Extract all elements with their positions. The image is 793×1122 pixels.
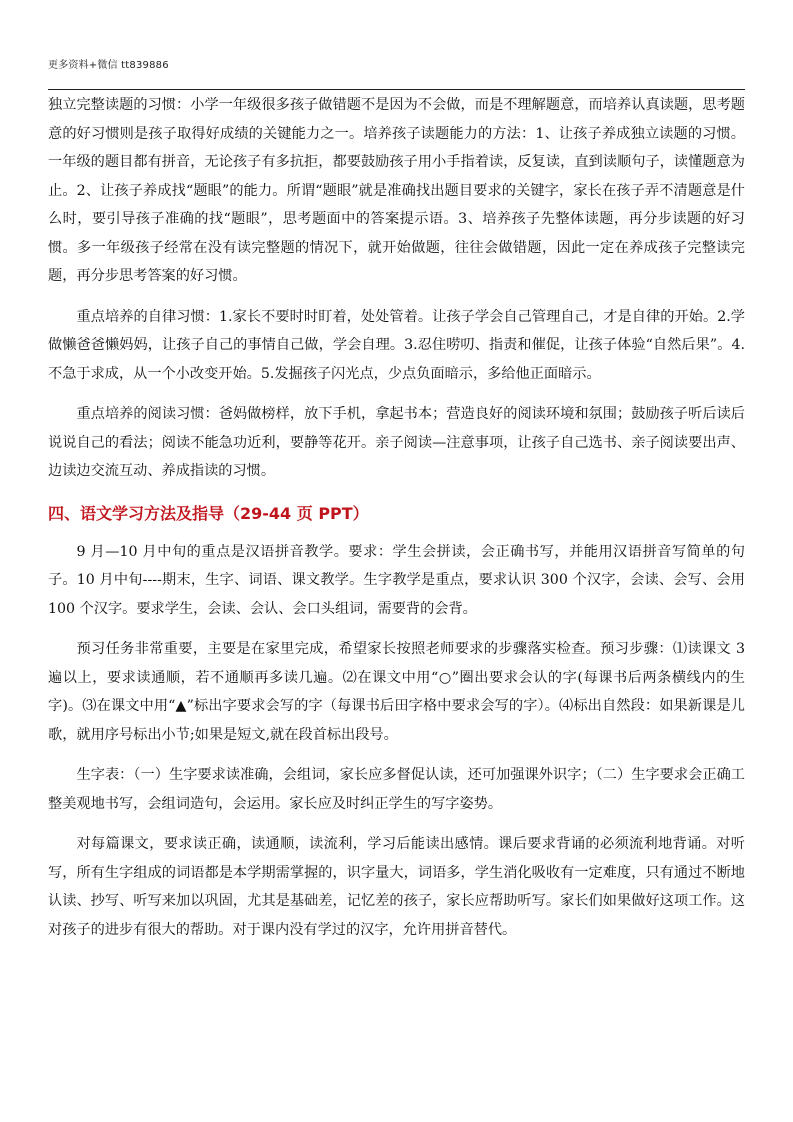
paragraph-character-table: 生字表：（一）生字要求读准确，会组词，家长应多督促认读，还可加强课外识字；（二）生字要求会正确工整美观地书写，会组词造句，会运用。家长应及时纠正学生的写字姿势。 — [48, 767, 745, 812]
paragraph-reading-habit: 独立完整读题的习惯：小学一年级很多孩子做错题不是因为不会做，而是不理解题意，而培养认真读题，思考题意的好习惯则是孩子取得好成绩的关键能力之一。培养孩子读题能力的方法：1、让孩子养成独立读题的习惯。一年级的题目都有拼音，无论孩子有多抗拒，都要鼓励孩子用小手指着读，反复读，直到读顺句子，读懂题意为止。2、让孩子养成找“题眼”的能力。所谓“题眼”就是准确找出题目要求的关键字，家长在孩子弄不清题意是什么时，要引导孩子准确的找“题眼”，思考题面中的答案提示语。3、培养孩子先整体读题，再分步读题的好习惯。多一年级孩子经常在没有读完整题的情况下，就开始做题，往往会做错题，因此一定在养成孩子完整读完题，再分步思考答案的好习惯。 — [48, 97, 745, 284]
paragraph-reading-culture-habit: 重点培养的阅读习惯：爸妈做榜样，放下手机，拿起书本；营造良好的阅读环境和氛围；鼓励孩子听后读后说说自己的看法；阅读不能急功近利，要静等花开。亲子阅读—注意事项，让孩子自己选书、亲子阅读要出声、边读边交流互动、养成指读的习惯。 — [48, 406, 745, 479]
document-body — [48, 91, 745, 944]
page-header-text: 更多资料+微信 tt839886 — [48, 60, 169, 71]
paragraph-self-discipline-habit: 重点培养的自律习惯：1.家长不要时时盯着，处处管着。让孩子学会自己管理自己，才是自律的开始。2.学做懒爸爸懒妈妈，让孩子自己的事情自己做，学会自理。3.忍住唠叨、指责和催促，让孩子体验“自然后果”。4.不急于求成，从一个小改变开始。5.发掘孩子闪光点，少点负面暗示，多给他正面暗示。 — [48, 308, 745, 382]
paragraph-pinyin-schedule: 9 月—10 月中旬的重点是汉语拼音教学。要求：学生会拼读，会正确书写，并能用汉语拼音写简单的句子。10 月中旬----期末，生字、词语、课文教学。生字教学是重点，要求认识 300 个汉字，会读、会写、会用 100 个汉字。要求学生，会读、会认、会口头组词，需要背的会背。 — [48, 543, 745, 617]
paragraph-text-recitation: 对每篇课文，要求读正确，读通顺，读流利，学习后能读出感情。课后要求背诵的必须流利地背诵。对听写，所有生字组成的词语都是本学期需掌握的，识字量大，词语多，学生消化吸收有一定难度，只有通过不断地认读、抄写、听写来加以巩固，尤其是基础差，记忆差的孩子，家长应帮助听写。家长们如果做好这项工作。这对孩子的进步有很大的帮助。对于课内没有学过的汉字，允许用拼音替代。 — [48, 836, 745, 938]
paragraph-preview-steps: 预习任务非常重要，主要是在家里完成，希望家长按照老师要求的步骤落实检查。预习步骤：⑴读课文 3 遍以上，要求读通顺，若不通顺再多读几遍。⑵在课文中用“○”圈出要求会认的字(每课书后两条横线内的生字)。⑶在课文中用“▲”标出字要求会写的字（每课书后田字格中要求会写的字）。⑷标出自然段：如果新课是儿歌，就用序号标出小节;如果是短文,就在段首标出段号。 — [48, 641, 745, 743]
header-rule — [48, 89, 745, 90]
section-heading: 四、语文学习方法及指导（29-44 页 PPT） — [48, 503, 369, 523]
